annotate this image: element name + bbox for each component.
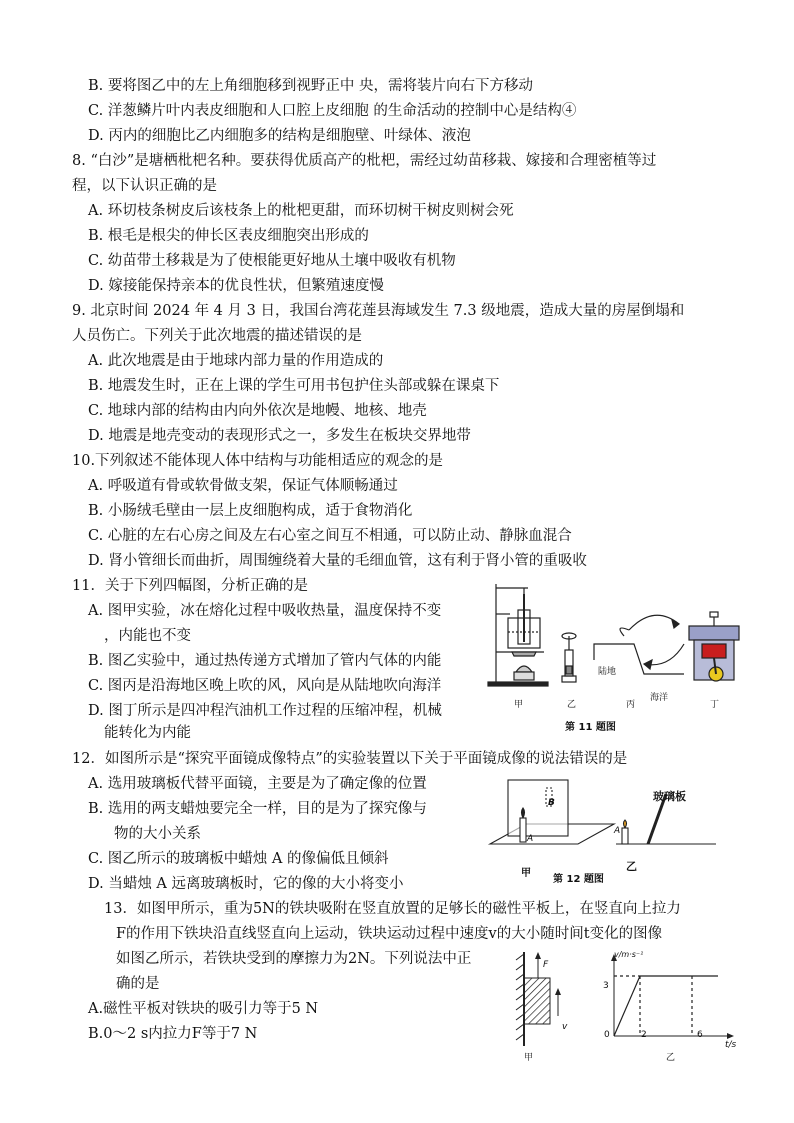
q11-option-b: B. 图乙实验中，通过热传递方式增加了管内气体的内能 [88, 653, 442, 669]
q8-stem-line2: 程，以下认识正确的是 [72, 178, 217, 194]
q13-iron-block [524, 978, 550, 1024]
q9-option-a: A. 此次地震是由于地球内部力量的作用造成的 [88, 353, 384, 369]
q13-fig-xaxis-label: t/s [725, 1040, 737, 1050]
q11-fig-label-sea: 海洋 [650, 693, 669, 703]
q11-fig-yi-syringe [562, 633, 576, 682]
q11-option-a-line2: ，内能也不变 [104, 628, 191, 644]
q11-fig-label-land: 陆地 [598, 667, 617, 677]
q13-fig-label-yi: 乙 [666, 1053, 676, 1063]
q12-fig-label-a-yi: A [614, 826, 621, 836]
q8-stem-line1: 8. “白沙”是塘栖枇杷名种。要获得优质高产的枇杷，需经过幼苗移栽、嫁接和合理密植等过 [72, 153, 657, 169]
q9-option-d: D. 地震是地壳变动的表现形式之一，多发生在板块交界地带 [88, 428, 471, 444]
q11-figure-caption: 第 11 题图 [565, 722, 616, 733]
q8-option-c: C. 幼苗带土移栽是为了使根能更好地从土壤中吸收有机物 [88, 253, 456, 269]
q10-option-a: A. 呼吸道有骨或软骨做支架，保证气体顺畅通过 [88, 478, 398, 494]
q11-fig-label-bing: 丙 [626, 700, 636, 710]
q12-fig-label-a-jia: A [527, 834, 534, 844]
q11-fig-label-ding: 丁 [710, 700, 720, 710]
q11-option-d-line1: D. 图丁所示是四冲程汽油机工作过程的压缩冲程，机械 [88, 703, 442, 719]
q9-option-b: B. 地震发生时，正在上课的学生可用书包护住头部或躲在课桌下 [88, 378, 500, 394]
q10-option-b: B. 小肠绒毛壁由一层上皮细胞构成，适于食物消化 [88, 503, 413, 519]
q10-stem: 10.下列叙述不能体现人体中结构与功能相适应的观念的是 [72, 453, 444, 469]
q12-option-d: D. 当蜡烛 A 远离玻璃板时，它的像的大小将变小 [88, 876, 404, 892]
q11-fig-ding-engine [689, 612, 739, 681]
q9-stem-line1: 9. 北京时间 2024 年 4 月 3 日，我国台湾花莲县海域发生 7.3 级地震，造成大量的房屋倒塌和 [72, 303, 685, 319]
q11-fig-label-yi: 乙 [567, 700, 577, 710]
q13-fig-label-v: v [562, 1022, 568, 1032]
q13-stem-line3: 如图乙所示，若铁块受到的摩擦力为2N。下列说法中正 [116, 951, 472, 967]
q11-fig-jia-apparatus [488, 584, 548, 686]
q8-option-a: A. 环切枝条树皮后该枝条上的枇杷更甜，而环切树干树皮则树会死 [88, 203, 514, 219]
q13-fig-tick-x6: 6 [697, 1030, 703, 1040]
q10-option-c: C. 心脏的左右心房之间及左右心室之间互不相通，可以防止动、静脉血混合 [88, 528, 572, 544]
q12-stem: 12．如图所示是“探究平面镜成像特点”的实验装置以下关于平面镜成像的说法错误的是 [72, 751, 628, 767]
q9-option-c: C. 地球内部的结构由内向外依次是地幔、地核、地壳 [88, 403, 427, 419]
q11-stem: 11．关于下列四幅图，分析正确的是 [72, 578, 308, 594]
q13-stem-line1: 13．如图甲所示，重为5N的铁块吸附在竖直放置的足够长的磁性平板上，在竖直向上拉力 [104, 901, 681, 917]
q12-fig-label-glass: 玻璃板 [653, 790, 686, 803]
q13-fig-jia [510, 950, 590, 1050]
q11-option-d-line2: 能转化为内能 [104, 725, 191, 741]
q13-stem-line4: 确的是 [116, 976, 160, 992]
q12-fig-label-jia: 甲 [521, 868, 531, 879]
q7-option-d: D. 丙内的细胞比乙内细胞多的结构是细胞壁、叶绿体、液泡 [88, 128, 471, 144]
q8-option-d: D. 嫁接能保持亲本的优良性状，但繁殖速度慢 [88, 278, 384, 294]
q11-option-c: C. 图丙是沿海地区晚上吹的风，风向是从陆地吹向海洋 [88, 678, 442, 694]
q7-option-b: B. 要将图乙中的左上角细胞移到视野正中 央，需将装片向右下方移动 [88, 78, 533, 94]
q7-option-c: C. 洋葱鳞片叶内表皮细胞和人口腔上皮细胞 的生命活动的控制中心是结构④ [88, 103, 577, 119]
q12-fig-label-yi: 乙 [626, 860, 637, 873]
q12-fig-jia-glass-setup [490, 780, 614, 844]
q10-option-d: D. 肾小管细长而曲折，周围缠绕着大量的毛细血管，这有利于肾小管的重吸收 [88, 553, 587, 569]
q11-option-a-line1: A. 图甲实验，冰在熔化过程中吸收热量，温度保持不变 [88, 603, 442, 619]
q12-option-a: A. 选用玻璃板代替平面镜，主要是为了确定像的位置 [88, 776, 427, 792]
q12-figure-caption: 第 12 题图 [553, 874, 604, 885]
q12-option-b-line2: 物的大小关系 [114, 826, 201, 842]
q11-figure [484, 574, 750, 714]
vt-accelerating-segment [614, 976, 640, 1036]
q13-fig-tick-y3: 3 [603, 981, 609, 991]
q13-fig-tick-x2: 2 [641, 1030, 647, 1040]
q13-fig-yaxis-label: v/m·s⁻¹ [614, 950, 644, 959]
q13-stem-line2: F的作用下铁块沿直线竖直向上运动，铁块运动过程中速度v的大小随时间t变化的图像 [116, 926, 663, 942]
q13-fig-label-jia: 甲 [524, 1053, 534, 1063]
q13-option-a: A.磁性平板对铁块的吸引力等于5 N [88, 1001, 319, 1017]
q13-option-b: B.0～2 s内拉力F等于7 N [88, 1026, 258, 1042]
q8-option-b: B. 根毛是根尖的伸长区表皮细胞突出形成的 [88, 228, 369, 244]
q12-option-b-line1: B. 选用的两支蜡烛要完全一样，目的是为了探究像与 [88, 801, 427, 817]
q12-option-c: C. 图乙所示的玻璃板中蜡烛 A 的像偏低且倾斜 [88, 851, 389, 867]
q13-fig-yi-vt-graph [590, 952, 740, 1048]
q13-fig-tick-x0: 0 [604, 1030, 610, 1040]
q13-fig-label-f: F [543, 960, 549, 970]
q11-fig-label-jia: 甲 [514, 700, 524, 710]
q12-fig-label-b: B [548, 798, 555, 808]
q9-stem-line2: 人员伤亡。下列关于此次地震的描述错误的是 [72, 328, 362, 344]
